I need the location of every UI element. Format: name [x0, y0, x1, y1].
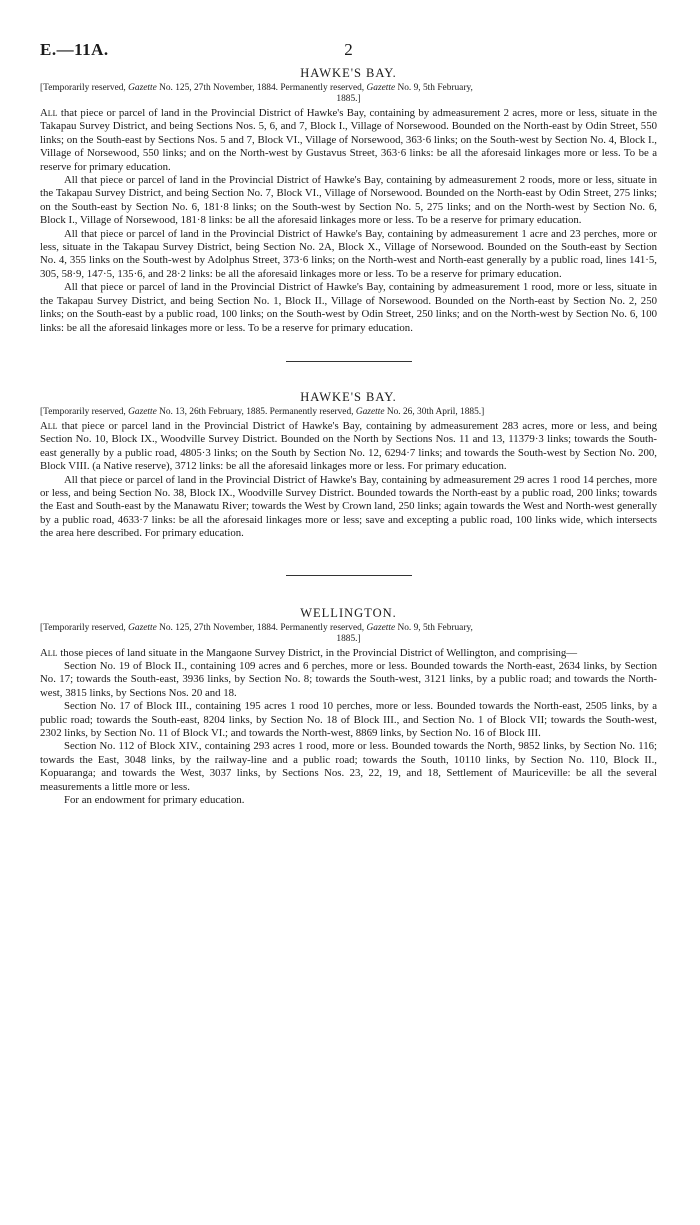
- section-wellington: [40, 606, 657, 808]
- paragraph: Section No. 19 of Block II., containing 109 acres and 6 perches, more or less. Bounded towards the North-east, 2634 links, by Section No. 17; towards the South-east, 3936 links, by Section No. 8; towards the South-west, 3121 links, by a public road; and towards the North-west, 3815 links, by Sections Nos. 20 and 18.: [40, 659, 657, 699]
- gazette-note: [Temporarily reserved, Gazette No. 125, 27th November, 1884. Permanently reserved, Gazette No. 9, 5th February, 1885.]: [40, 83, 473, 104]
- paragraph: Section No. 17 of Block III., containing 195 acres 1 rood 10 perches, more or less. Bounded towards the North-east, 2505 links, by a public road; towards the South-east, 8204 links, by Section No. 18 of Block III., and Section No. 1 of Block VII; towards the South-west, 2302 links, by Section No. 11 of Block VI.; and towards the North-west, 8869 links, by Section No. 16 of Block III.: [40, 700, 657, 739]
- paragraph: All that piece or parcel of land in the Provincial District of Hawke's Bay, containing by admeasurement 1 rood, more or less, situate in the Takapau Survey District, and being Section No. 1, Block II., Village of Norsewood. Bounded on the North-east by Section No. 2, 250 links; on the South-east by a public road, 100 links; on the South-west by Odin Street, 250 links; and on the North-west by Section No. 6, 100 links: be all the aforesaid linkages more or less. To be a reserve for primary education.: [40, 281, 657, 334]
- section-hawkes-bay-2: [40, 390, 657, 541]
- section-heading: HAWKE'S BAY.: [300, 389, 397, 404]
- section-heading: HAWKE'S BAY.: [300, 66, 397, 80]
- section-divider: [286, 361, 412, 362]
- paragraph: All that piece or parcel land in the Provincial District of Hawke's Bay, containing by admeasurement 283 acres, more or less, and being Section No. 10, Block IX., Woodville Survey District. Bounded on the North by Sections Nos. 11 and 13, 11379·3 links; towards the South-east generally by a public road, 4805·3 links; on the South by Section No. 12, 6294·7 links; and towards the South-west by Section No. 200, Block VIII. (a Native reserve), 3712 links: be all the aforesaid linkages more or less. For primary education.: [40, 419, 657, 473]
- paragraph: Section No. 112 of Block XIV., containing 293 acres 1 rood, more or less. Bounded towards the North, 9852 links, by Section No. 116; towards the East, 3048 links, by the railway-line and a public road; towards the South, 10110 links, by Section No. 110, Block II., Kopuaranga; and towards the West, 3037 links, by Sections Nos. 23, 22, 19, and 18, Settlement of Mauriceville: be all the several measurements a little more or less.: [40, 740, 657, 793]
- gazette-note: [Temporarily reserved, Gazette No. 125, 27th November, 1884. Permanently reserved, Gazette No. 9, 5th February, 1885.]: [40, 622, 473, 644]
- paragraph: For an endowment for primary education.: [64, 794, 245, 807]
- gazette-note: [Temporarily reserved, Gazette No. 13, 26th February, 1885. Permanently reserved, Gazette No. 26, 30th April, 1885.]: [40, 406, 485, 417]
- paragraph: All that piece or parcel of land in the Provincial District of Hawke's Bay, containing by admeasurement 2 acres, more or less, situate in the Takapau Survey District, and being Sections Nos. 5, 6, and 7, Block I., Village of Norsewood. Bounded on the North-east by Odin Street, 550 links; on the South-east by Sections Nos. 5 and 7, Block VI., Village of Norsewood, 363·6 links; on the South-west by Section No. 4, Block I., Village of Norsewood, 550 links; and on the North-west by Gustavus Street, 363·6 links: be all the aforesaid linkages more or less. To be a reserve for primary education.: [40, 107, 657, 173]
- document-reference: E.—11A.: [40, 40, 109, 59]
- document-page: [40, 38, 657, 807]
- paragraph: All that piece or parcel of land in the Provincial District of Hawke's Bay, containing by admeasurement 1 acre and 23 perches, more or less, situate in the Takapau Survey District, being Section No. 2A, Block X., Village of Norsewood. Bounded on the South-east by Section No. 4, 355 links on the South-west by Adolphus Street, 373·6 links; on the North-west and North-east generally by a public road, lines 141·5, 305, 58·9, 147·5, 135·6, and 28·2 links: be all the aforesaid linkages more or less. To be a reserve for primary education.: [40, 227, 657, 280]
- page-header: [40, 38, 657, 64]
- paragraph: All that piece or parcel of land in the Provincial District of Hawke's Bay, containing by admeasurement 2 roods, more or less, situate in the Takapau Survey District, and being Section No. 7, Block VI., Village of Norsewood. Bounded on the North-east by Odin Street, 275 links; on the South-east by Section No. 6, 181·8 links; on the South-west by Section No. 5, 275 links; and on the North-west by Section No. 6, Block I., Village of Norsewood, 181·8 links: be all the aforesaid linkages more or less. To be a reserve for primary education.: [40, 174, 657, 227]
- page-number: 2: [344, 40, 353, 59]
- section-hawkes-bay-1: [40, 66, 657, 335]
- paragraph: All those pieces of land situate in the Mangaone Survey District, in the Provincial District of Wellington, and comprising—: [40, 646, 578, 659]
- paragraph: All that piece or parcel of land in the Provincial District of Hawke's Bay, containing by admeasurement 29 acres 1 rood 14 perches, more or less, and being Section No. 38, Block IX., Woodville Survey District. Bounded towards the North-east by a public road, 200 links; towards the East and South-east by the Manawatu River; towards the West by Crown land, 250 links; again towards the West and North-west generally by a public road, 4633·7 links: be all the aforesaid linkages more or less; save and excepting a public road, 100 links wide, which intersects the area here described. For primary education.: [40, 473, 657, 540]
- section-heading: WELLINGTON.: [300, 605, 397, 620]
- section-divider: [286, 575, 412, 576]
